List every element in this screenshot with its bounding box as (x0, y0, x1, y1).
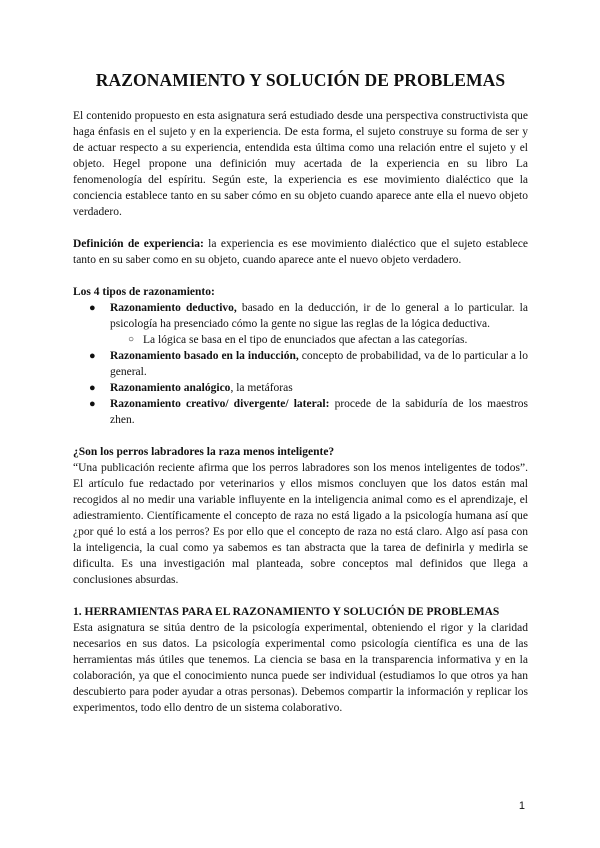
circle-bullet-icon: ○ (128, 334, 135, 345)
question-section (73, 444, 528, 588)
bullet-icon: ● (89, 350, 96, 362)
list-item-text: , la metáforas (230, 382, 293, 394)
section-1-paragraph: Esta asignatura se sitúa dentro de la psicología experimental, obteniendo el rigor y la claridad necesarios en sus datos. La psicología experimental como psicología científica es una de las herramientas más útiles que tenemos. La ciencia se basa en la transparencia informativa y en la colaboración, ya que el conocimiento nunca puede ser individual (estudiamos lo que otros ya han descubierto para poder ayudar a otras personas). Debemos compartir la información y replicar los experimentos, todo ello dentro de un sistema colaborativo. (73, 622, 528, 714)
list-item (73, 396, 528, 428)
list-item-text: concepto de probabilidad, va de lo particular a lo general. (110, 350, 529, 378)
list-item (73, 300, 528, 348)
list-item-text: basado en la deducción, ir de lo general a lo particular. la psicología ha presenciado cómo la gente no sigue las reglas de la lógica deductiva. (110, 302, 528, 330)
list-item-bold: Razonamiento deductivo, (110, 302, 237, 314)
sub-list-item (73, 332, 528, 348)
section-1 (73, 604, 528, 716)
reasoning-types-list (73, 300, 528, 428)
sub-list-item-text: La lógica se basa en el tipo de enunciados que afectan a las categorías. (143, 334, 468, 346)
section-1-heading: 1. HERRAMIENTAS PARA EL RAZONAMIENTO Y SOLUCIÓN DE PROBLEMAS (73, 606, 500, 618)
question-paragraph: “Una publicación reciente afirma que los perros labradores son los menos inteligentes de todos”. El artículo fue redactado por veterinarios y ellos mismos concluyen que los datos están mal recogidos al no medir una variable influyente en la inteligencia animal como es el aprendizaje, el adiestramiento. Científicamente el concepto de raza no está ligado a la psicología humana así que ¿por qué lo está a los perros? Es por ello que el concepto de raza no está claro. Algo así pasa con la inteligencia, la cual como ya sabemos es tan abstracta que la tarea de definirla y medirla se dificulta. Es una investigación mal planteada, sobre conceptos mal definidos que llega a conclusiones absurdas. (73, 462, 528, 586)
reasoning-types-section (73, 284, 528, 428)
page-number: 1 (518, 800, 525, 812)
bullet-icon: ● (89, 398, 96, 410)
list-item (73, 348, 528, 380)
list-item-bold: Razonamiento creativo/ divergente/ lateral: (110, 398, 330, 410)
list-item-bold: Razonamiento basado en la inducción, (110, 350, 299, 362)
page-content (73, 72, 528, 732)
page-title: RAZONAMIENTO Y SOLUCIÓN DE PROBLEMAS (95, 70, 506, 90)
list-item-bold: Razonamiento analógico (110, 382, 231, 394)
reasoning-types-heading: Los 4 tipos de razonamiento: (73, 286, 215, 298)
definition-label: Definición de experiencia: (73, 238, 204, 250)
bullet-icon: ● (89, 382, 96, 394)
definition-text: la experiencia es ese movimiento dialéctico que el sujeto establece tanto en su saber como en su objeto, cuando aparece ante el nuevo objeto verdadero. (73, 238, 528, 266)
list-item (73, 380, 528, 396)
list-item-text: procede de la sabiduría de los maestros zhen. (110, 398, 528, 426)
bullet-icon: ● (89, 302, 96, 314)
question-heading: ¿Son los perros labradores la raza menos inteligente? (73, 446, 335, 458)
sub-list (110, 332, 528, 348)
definition-paragraph (73, 236, 528, 268)
intro-paragraph: El contenido propuesto en esta asignatura será estudiado desde una perspectiva constructivista que haga énfasis en el sujeto y en la experiencia. De esta forma, el sujeto construye su forma de ser y de actuar respecto a su experiencia, entendida esta última como una relación entre el sujeto y el objeto. Hegel propone una definición muy acertada de la experiencia en su libro La fenomenología del espíritu. Según este, la experiencia es ese movimiento dialéctico que la conciencia establece tanto en su saber cómo en su objeto cuando aparece ante ella el nuevo objeto verdadero. (73, 110, 528, 218)
